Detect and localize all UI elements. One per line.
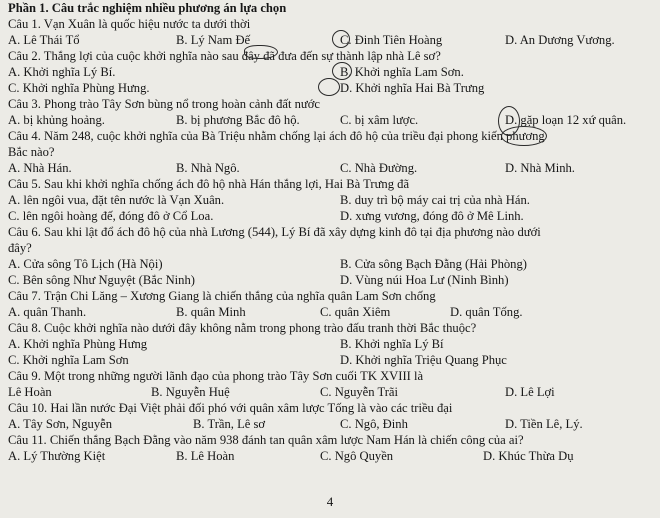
- option-a: A. Cửa sông Tô Lịch (Hà Nội): [8, 257, 163, 271]
- option-d: D. An Dương Vương.: [505, 33, 615, 47]
- option-a: A. Tây Sơn, Nguyễn: [8, 417, 113, 431]
- option-a: A. Lê Thái Tổ: [8, 33, 80, 47]
- question-11: Câu 11. Chiến thắng Bạch Đằng vào năm 938 đánh tan quân xâm lược Nam Hán là chiến công của ai?: [8, 433, 524, 447]
- question-7: Câu 7. Trận Chi Lăng – Xương Giang là chiến thắng của nghĩa quân Lam Sơn chống: [8, 289, 436, 303]
- option-b: B. quân Minh: [176, 305, 246, 319]
- option-b: B. Nhà Ngô.: [176, 161, 240, 175]
- section-title: Phần 1. Câu trắc nghiệm nhiều phương án lựa chọn: [8, 1, 287, 15]
- option-d: D. Nhà Minh.: [505, 161, 575, 175]
- option-c: C. Ngô, Đinh: [340, 417, 408, 431]
- option-c: C. Nguyễn Trãi: [320, 385, 399, 399]
- option-b: B. Cửa sông Bạch Đằng (Hải Phòng): [340, 257, 527, 271]
- question-5: Câu 5. Sau khi khởi nghĩa chống ách đô hộ nhà Hán thắng lợi, Hai Bà Trưng đã: [8, 177, 410, 191]
- option-a: A. quân Thanh.: [8, 305, 87, 319]
- option-b: B. bị phương Bắc đô hộ.: [176, 113, 300, 127]
- option-a: A. Nhà Hán.: [8, 161, 72, 175]
- option-c: C. Bên sông Như Nguyệt (Bắc Ninh): [8, 273, 195, 287]
- option-a: A. Khởi nghĩa Lý Bí.: [8, 65, 116, 79]
- question-8: Câu 8. Cuộc khởi nghĩa nào dưới đây không nằm trong phong trào đấu tranh thời Bắc thuộc?: [8, 321, 477, 335]
- option-d: D. Khởi nghĩa Hai Bà Trưng: [340, 81, 485, 95]
- option-a: A. lên ngôi vua, đặt tên nước là Vạn Xuân.: [8, 193, 225, 207]
- option-c: C. Khởi nghĩa Phùng Hưng.: [8, 81, 150, 95]
- option-b: B. duy trì bộ máy cai trị của nhà Hán.: [340, 193, 530, 207]
- option-d: D. Tiền Lê, Lý.: [505, 417, 583, 431]
- question-4: Câu 4. Năm 248, cuộc khởi nghĩa của Bà Triệu nhằm chống lại ách đô hộ của triều đại phong kiến phương: [8, 129, 545, 143]
- option-c: C. bị xâm lược.: [340, 113, 419, 127]
- option-b: B. Khởi nghĩa Lý Bí: [340, 337, 444, 351]
- option-b: B. Trần, Lê sơ: [193, 417, 266, 431]
- question-6-cont: đây?: [8, 241, 32, 255]
- option-b: B. Lý Nam Đế: [176, 33, 251, 47]
- option-b: B. Lê Hoàn: [176, 449, 235, 463]
- option-a: A. bị khủng hoảng.: [8, 113, 105, 127]
- option-b: B. Nguyễn Huệ: [151, 385, 230, 399]
- question-10: Câu 10. Hai lần nước Đại Việt phải đối phó với quân xâm lược Tống là vào các triều đại: [8, 401, 453, 415]
- answer-circle-q2d: [318, 78, 340, 96]
- option-c: C. Nhà Đường.: [340, 161, 418, 175]
- question-4-cont: Bắc nào?: [8, 145, 55, 159]
- page-number: 4: [326, 494, 334, 509]
- option-d: D. Vùng núi Hoa Lư (Ninh Bình): [340, 273, 509, 287]
- option-a: Lê Hoàn: [8, 385, 52, 399]
- question-9: Câu 9. Một trong những người lãnh đạo của phong trào Tây Sơn cuối TK XVIII là: [8, 369, 424, 383]
- option-d: D. xưng vương, đóng đô ở Mê Linh.: [340, 209, 524, 223]
- option-c: C. Khởi nghĩa Lam Sơn: [8, 353, 129, 367]
- option-c: C. Ngô Quyền: [320, 449, 394, 463]
- option-d: D. Lê Lợi: [505, 385, 555, 399]
- option-d: D. quân Tống.: [450, 305, 523, 319]
- question-1: Câu 1. Vạn Xuân là quốc hiệu nước ta dưới thời: [8, 17, 251, 31]
- question-6: Câu 6. Sau khi lật đổ ách đô hộ của nhà Lương (544), Lý Bí đã xây dựng kinh đô tại địa phương nào dưới: [8, 225, 541, 239]
- option-d: D. gặp loạn 12 xứ quân.: [505, 113, 627, 127]
- option-a: A. Lý Thường Kiệt: [8, 449, 106, 463]
- option-c: C. lên ngôi hoàng đế, đóng đô ở Cổ Loa.: [8, 209, 214, 223]
- option-c: C. quân Xiêm: [320, 305, 391, 319]
- question-3: Câu 3. Phong trào Tây Sơn bùng nổ trong hoàn cảnh đất nước: [8, 97, 320, 111]
- option-d: D. Khởi nghĩa Triệu Quang Phục: [340, 353, 507, 367]
- question-2: Câu 2. Thắng lợi của cuộc khởi nghĩa nào sau đây đã đưa đến sự thành lập nhà Lê sơ?: [8, 49, 441, 63]
- option-b: B. Khởi nghĩa Lam Sơn.: [340, 65, 464, 79]
- option-d: D. Khúc Thừa Dụ: [483, 449, 574, 463]
- option-a: A. Khởi nghĩa Phùng Hưng: [8, 337, 148, 351]
- option-c: C. Đinh Tiên Hoàng: [340, 33, 443, 47]
